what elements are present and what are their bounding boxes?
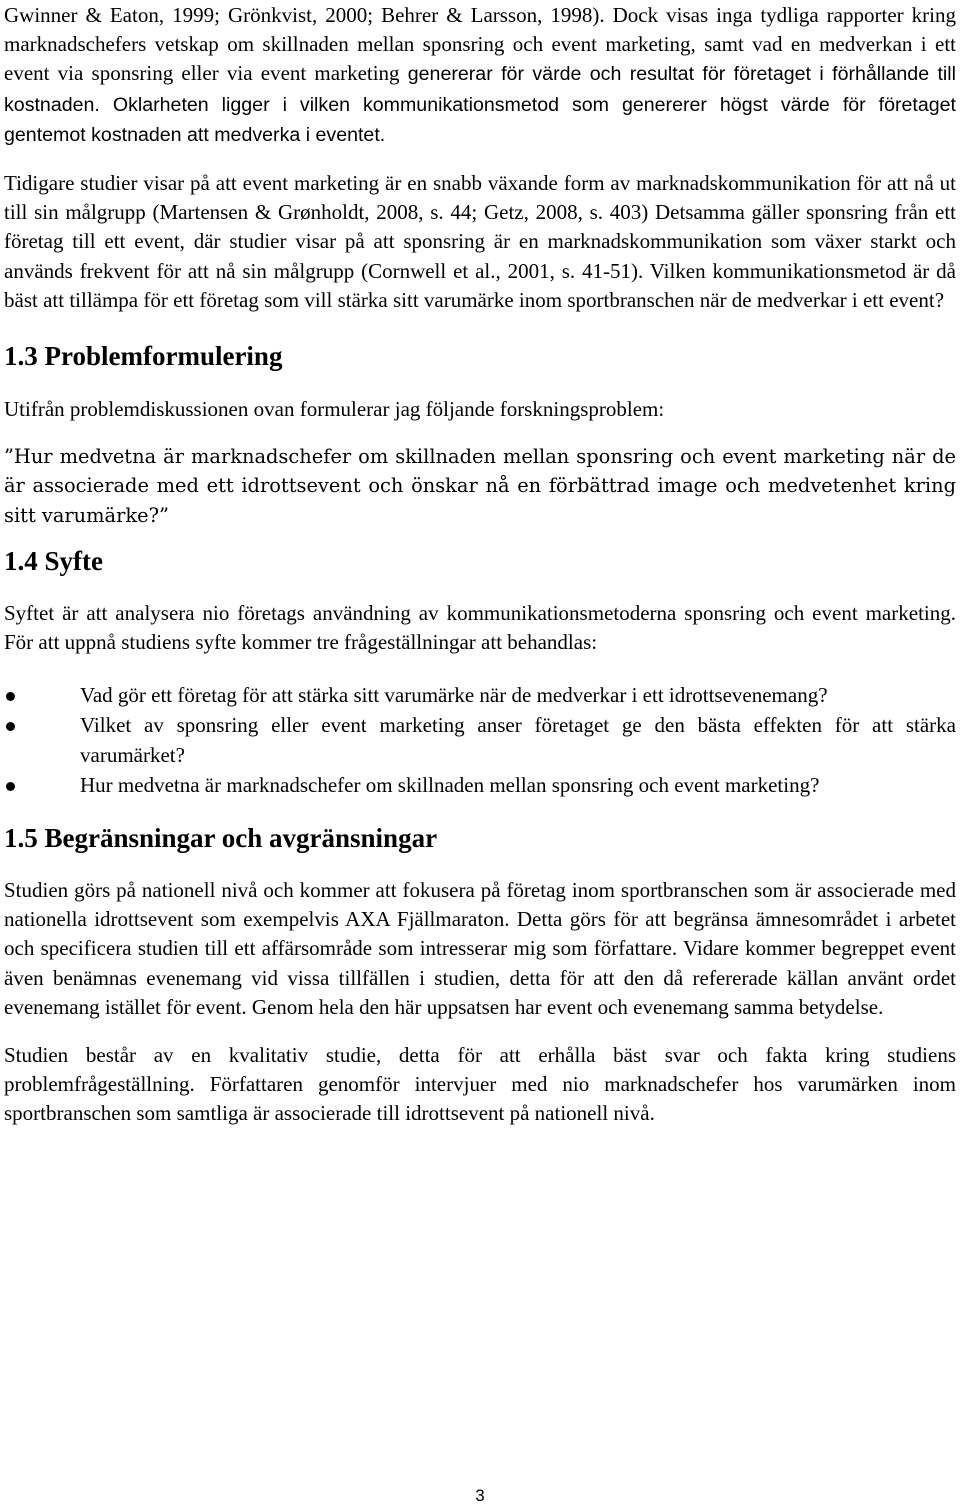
research-question: ”Hur medvetna är marknadschefer om skillnaden mellan sponsring och event marketing när de är associerade med ett idrottsevent och önskar nå en förbättrad image och medvetenhet kring sitt varumärke?”: [4, 445, 956, 527]
heading-begransningar: 1.5 Begränsningar och avgränsningar: [4, 823, 438, 854]
paragraph-previous-studies: Tidigare studier visar på att event marketing är en snabb växande form av marknadskommunikation för att nå ut till sin målgrupp (Martensen & Grønholdt, 2008, s. 44; Getz, 2008, s. 403) Detsamma gäller sponsring från ett företag till ett event, där studier visar på att sponsring är en marknadskommunikation som växer starkt och används frekvent för att nå sin målgrupp (Cornwell et al., 2001, s. 41-51). Vilken kommunikationsmetod är då bäst att tillämpa för ett företag som vill stärka sitt varumärke inom sportbranschen när de medverkar i ett event?: [4, 171, 956, 312]
paragraph-syfte: Syftet är att analysera nio företags användning av kommunikationsmetoderna sponsring och event marketing. För att uppnå studiens syfte kommer tre frågeställningar att behandlas:: [4, 600, 956, 655]
list-item-text: Hur medvetna är marknadschefer om skillnaden mellan sponsring och event marketing?: [80, 772, 820, 797]
paragraph-begransningar-2: Studien består av en kvalitativ studie, detta för att erhålla bäst svar och fakta kring studiens problemfrågeställning. Författaren genomför intervjuer med nio marknadschefer hos varumärken inom sportbranschen som samtliga är associerade till idrottsevent på nationell nivå.: [4, 1043, 956, 1126]
paragraph-intro-continued: [4, 0, 956, 150]
bullet-icon: [6, 722, 15, 731]
list-item: [4, 771, 956, 800]
paragraph-intro-serif: Gwinner & Eaton, 1999; Grönkvist, 2000; Behrer & Larsson, 1998). Dock visas inga tydliga rapporter kring marknadschefers vetskap om skillnaden mellan sponsring och event marketing, samt vad en medverkan i ett event via sponsring eller via event marketing: [4, 3, 956, 86]
list-item-text: Vad gör ett företag för att stärka sitt varumärke när de medverkar i ett idrottsevenemang?: [80, 683, 828, 708]
heading-syfte: 1.4 Syfte: [4, 545, 103, 576]
page-number: 3: [475, 1486, 485, 1505]
bullet-icon: [6, 692, 15, 701]
paragraph-intro-sans: genererar för värde och resultat för företaget i förhållande till kostnaden. Oklarheten ligger i vilken kommunikationsmetod som genererer högst värde för företaget gentemot kostnaden att medverka i eventet.: [4, 63, 956, 146]
research-questions-list: [4, 681, 956, 800]
heading-problemformulering: 1.3 Problemformulering: [4, 341, 283, 372]
list-item: [4, 681, 956, 710]
bullet-icon: [6, 782, 15, 791]
list-item: [4, 711, 956, 769]
paragraph-problem-intro: Utifrån problemdiskussionen ovan formulerar jag följande forskningsproblem:: [4, 397, 665, 422]
list-item-text: Vilket av sponsring eller event marketing anser företaget ge den bästa effekten för att stärka varumärket?: [80, 713, 956, 767]
paragraph-begransningar-1: Studien görs på nationell nivå och kommer att fokusera på företag inom sportbranschen som är associerade med nationella idrottsevent som exempelvis AXA Fjällmaraton. Detta görs för att begränsa ämnesområdet i arbetet och specificera studien till ett affärsområde som intresserar mig som författare. Vidare kommer begreppet event även benämnas evenemang vid vissa tillfällen i studien, detta för att den då refererade källan använt ordet evenemang istället för event. Genom hela den här uppsatsen har event och evenemang samma betydelse.: [4, 878, 956, 1019]
document-page: [4, 0, 956, 1129]
